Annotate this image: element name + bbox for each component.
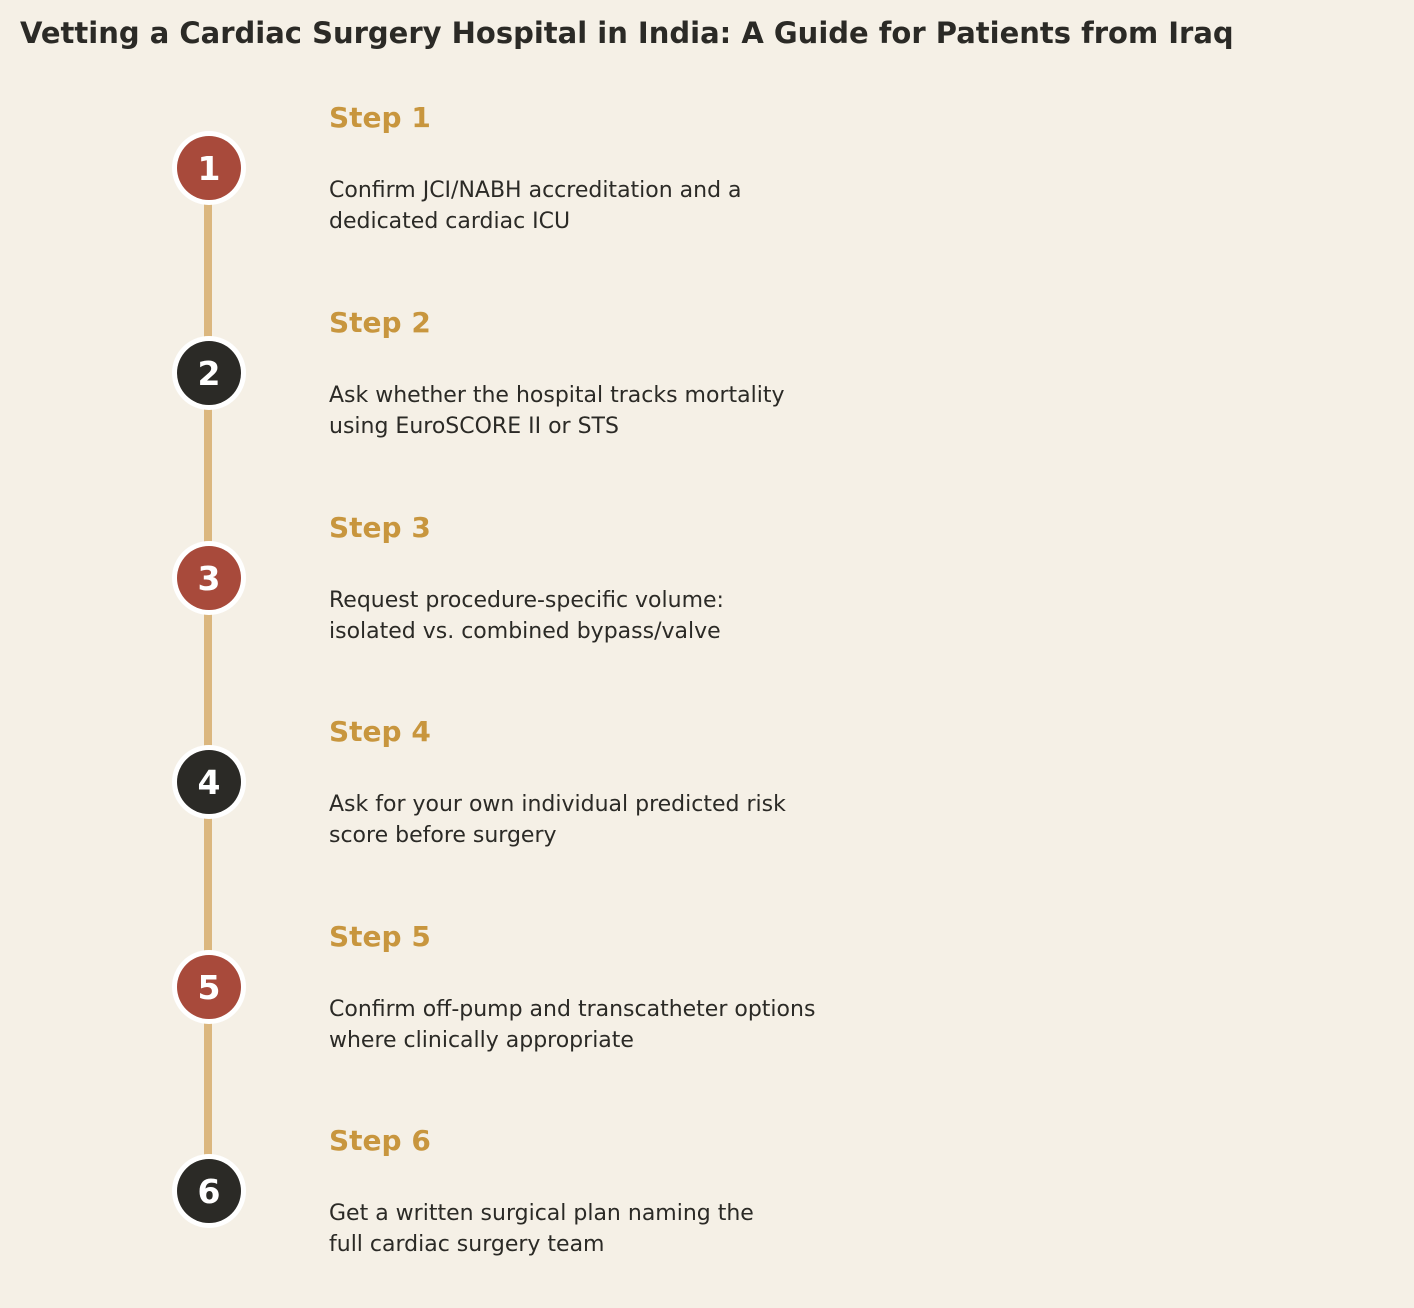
page-title: Vetting a Cardiac Surgery Hospital in India: A Guide for Patients from Iraq xyxy=(20,16,1234,50)
step-number-marker xyxy=(172,745,246,819)
step-number-marker xyxy=(172,1154,246,1228)
step-description: Ask whether the hospital tracks mortality using EuroSCORE II or STS xyxy=(329,383,785,439)
step-heading: Step 6 xyxy=(329,1124,431,1157)
step-description: Get a written surgical plan naming the full cardiac surgery team xyxy=(329,1201,754,1257)
step-number-marker xyxy=(172,131,246,205)
step-heading: Step 2 xyxy=(329,306,431,339)
timeline-step-4 xyxy=(0,614,1414,848)
timeline-step-1 xyxy=(0,0,1414,234)
step-number: 6 xyxy=(177,1159,241,1223)
step-number: 4 xyxy=(177,750,241,814)
step-number: 3 xyxy=(177,546,241,610)
step-number-marker xyxy=(172,541,246,615)
timeline-step-3 xyxy=(0,410,1414,644)
timeline-step-6 xyxy=(0,1023,1414,1257)
timeline-step-2 xyxy=(0,205,1414,439)
step-number-marker xyxy=(172,336,246,410)
step-description: Confirm JCI/NABH accreditation and a dedicated cardiac ICU xyxy=(329,178,742,234)
step-number: 2 xyxy=(177,341,241,405)
step-description: Ask for your own individual predicted risk score before surgery xyxy=(329,792,786,848)
step-description: Confirm off-pump and transcatheter options where clinically appropriate xyxy=(329,997,816,1053)
step-heading: Step 5 xyxy=(329,920,431,953)
step-heading: Step 3 xyxy=(329,511,431,544)
step-number: 1 xyxy=(177,136,241,200)
step-description: Request procedure-specific volume: isolated vs. combined bypass/valve xyxy=(329,588,724,644)
timeline-step-5 xyxy=(0,819,1414,1053)
step-number: 5 xyxy=(177,955,241,1019)
step-heading: Step 1 xyxy=(329,101,431,134)
step-number-marker xyxy=(172,950,246,1024)
step-heading: Step 4 xyxy=(329,715,431,748)
